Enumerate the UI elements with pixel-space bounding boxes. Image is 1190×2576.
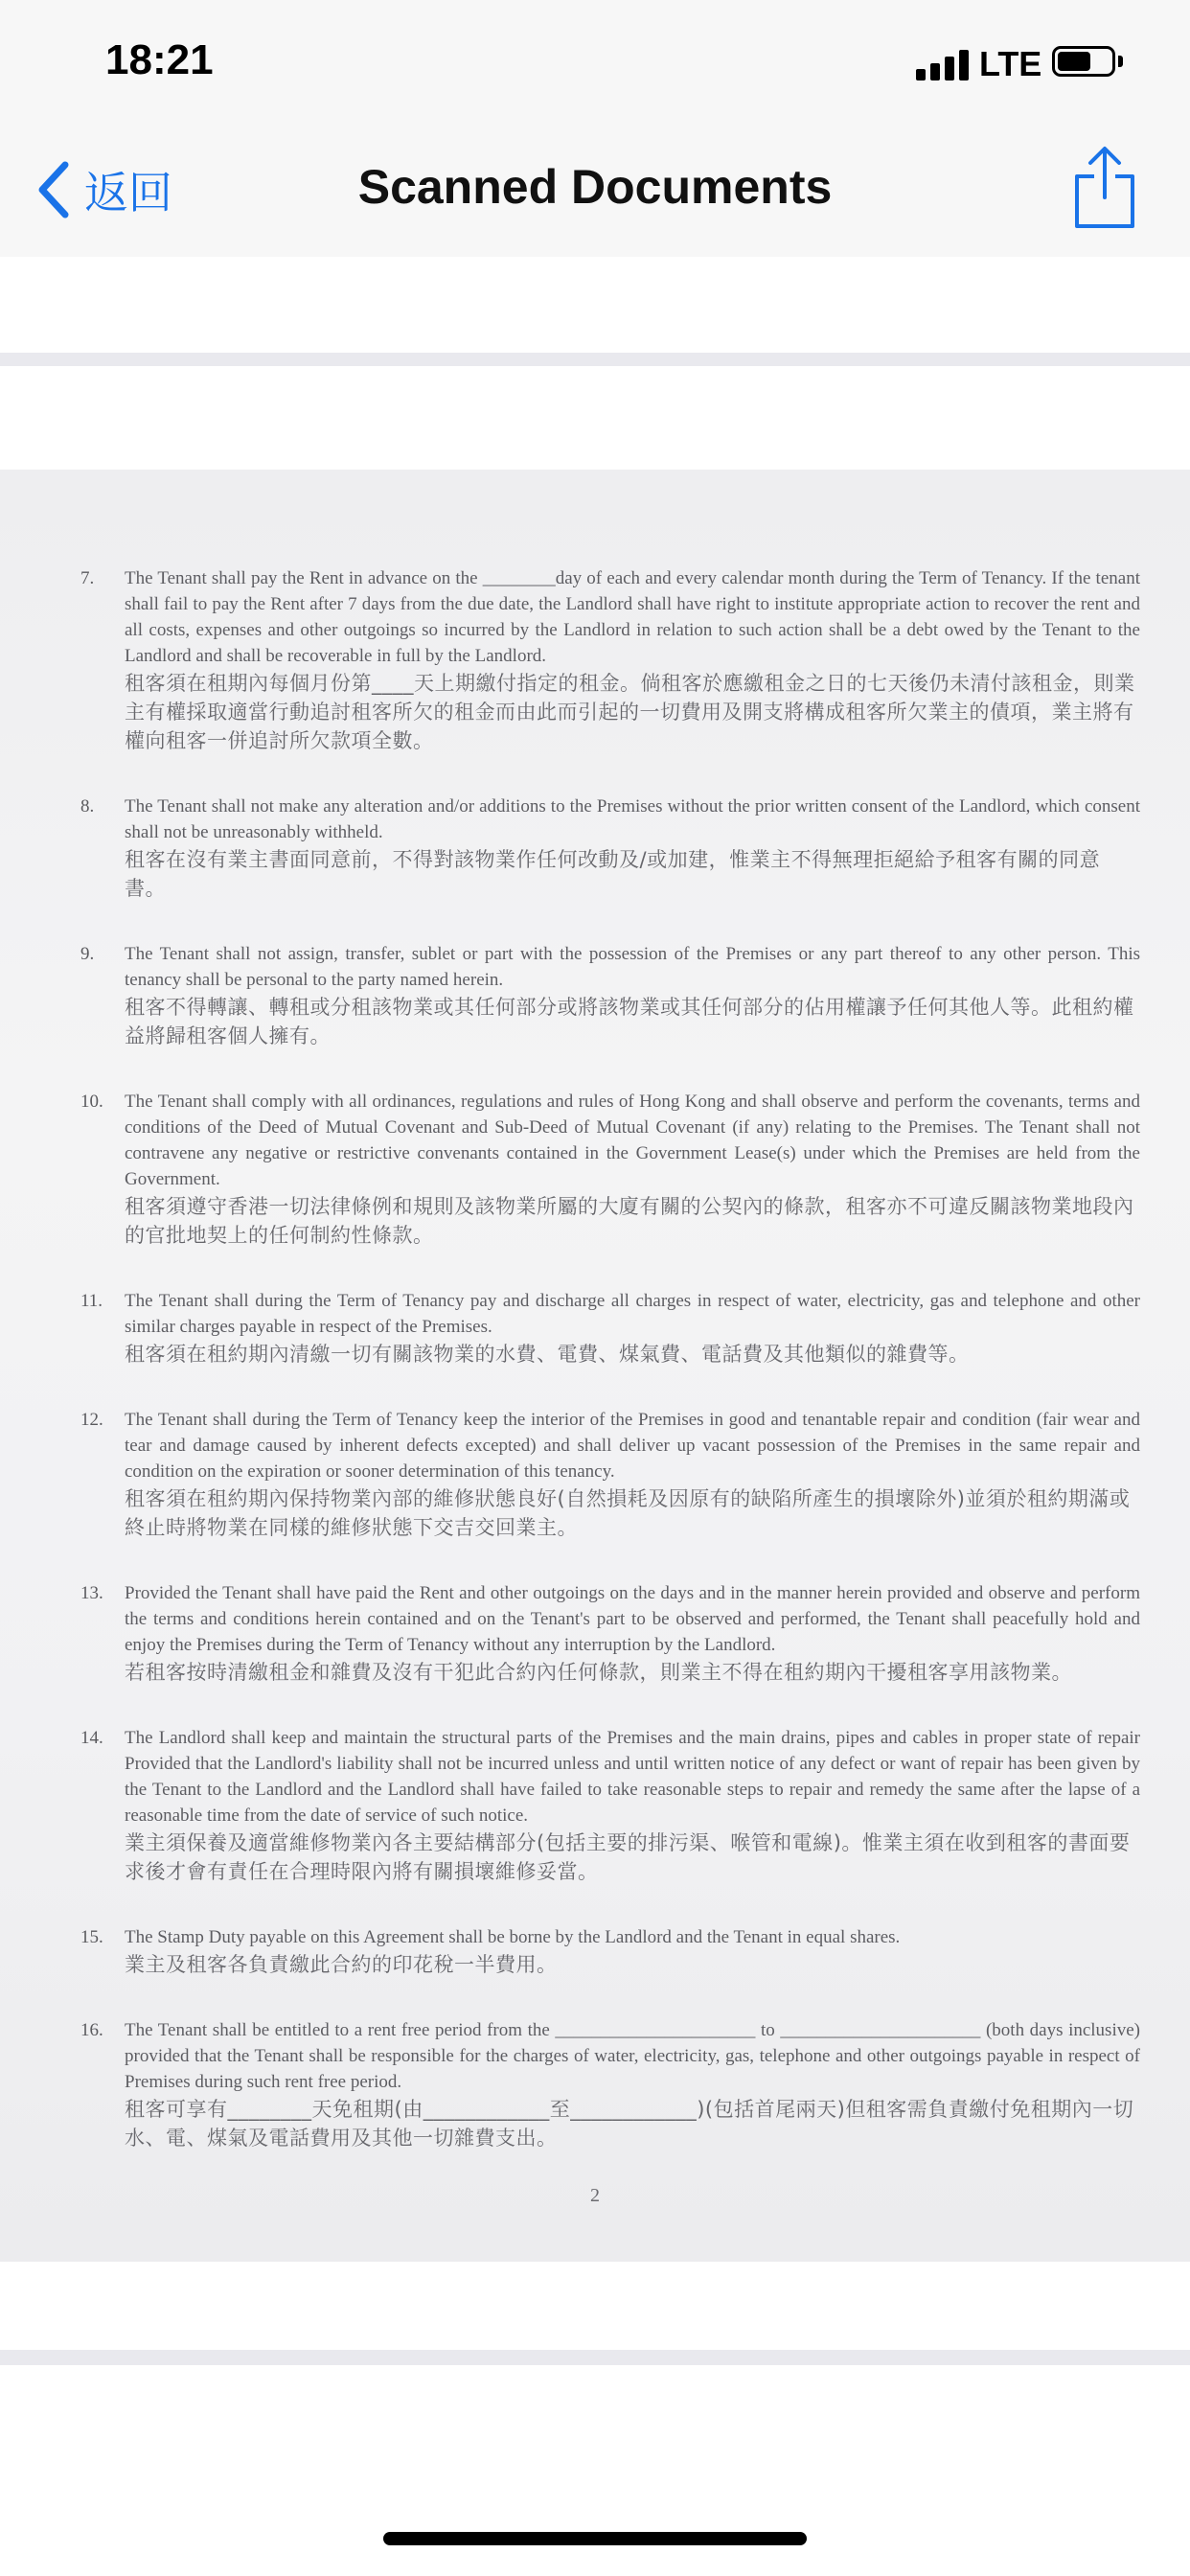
clause-english: The Tenant shall be entitled to a rent free period from the ______________________ to ______________________ (both days inclusive) provided that the Tenant shall be responsible for the charges of water, electricity, gas, telephone and other outgoings payable in respect of Premises during such rent free period. bbox=[125, 2020, 1140, 2092]
clause-english: The Tenant shall during the Term of Tenancy keep the interior of the Premises in good and tenantable repair and condition (fair wear and tear and damage caused by inherent defects excepted) and shall deliver up vacant possession of the Premises in the same repair and condition on the expiration or sooner determination of this tenancy. bbox=[125, 1410, 1140, 1482]
back-label: 返回 bbox=[84, 167, 172, 218]
clause bbox=[67, 794, 1140, 903]
clause-chinese: 租客在沒有業主書面同意前，不得對該物業作任何改動及/或加建，惟業主不得無理拒絕給予租客有關的同意書。 bbox=[125, 848, 1101, 900]
clause-english: The Tenant shall during the Term of Tenancy pay and discharge all charges in respect of water, electricity, gas and telephone and other similar charges payable in respect of the Premises. bbox=[125, 1291, 1140, 1337]
battery-cap bbox=[1118, 56, 1123, 67]
clause-chinese: 租客須在租約期內清繳一切有關該物業的水費、電費、煤氣費、電話費及其他類似的雜費等。 bbox=[125, 1343, 970, 1366]
clause-english: The Landlord shall keep and maintain the structural parts of the Premises and the main drains, pipes and cables in proper state of repair Provided that the Landlord's liability shall not be incurred unless and until written notice of any defect or want of repair has been given by the Tenant to the Landlord and the Landlord shall have failed to take reasonable steps to repair and remedy the same after the lapse of a reasonable time from the date of service of such notice. bbox=[125, 1728, 1140, 1826]
status-time: 18:21 bbox=[105, 36, 214, 83]
clause-chinese: 業主須保養及適當維修物業內各主要結構部分(包括主要的排污渠、喉管和電線)。惟業主須在收到租客的書面要求後才會有責任在合理時限內將有關損壞維修妥當。 bbox=[125, 1831, 1131, 1883]
clause-number: 7. bbox=[80, 568, 95, 588]
clause-number: 9. bbox=[80, 944, 95, 964]
clause-number: 11. bbox=[80, 1291, 103, 1311]
clause-chinese: 租客須在租期內每個月份第____天上期繳付指定的租金。倘租客於應繳租金之日的七天後仍未清付該租金，則業主有權採取適當行動追討租客所欠的租金而由此而引起的一切費用及開支將構成租客所欠業主的債項，業主將有權向租客一併追討所欠款項全數。 bbox=[125, 672, 1135, 752]
signal-icon bbox=[916, 48, 970, 80]
clause-english: The Tenant shall not make any alteration and/or additions to the Premises without the prior written consent of the Landlord, which consent shall not be unreasonably withheld. bbox=[125, 796, 1140, 842]
home-indicator[interactable] bbox=[383, 2532, 807, 2545]
clause-number: 8. bbox=[80, 796, 95, 816]
carrier-label: LTE bbox=[979, 44, 1042, 83]
clause-number: 16. bbox=[80, 2020, 103, 2040]
clause bbox=[67, 1580, 1140, 1687]
clause-number: 13. bbox=[80, 1583, 103, 1603]
clause-number: 10. bbox=[80, 1092, 103, 1112]
clause-chinese: 租客可享有________天免租期(由____________至____________)(包括首尾兩天)但租客需負責繳付免租期內一切水、電、煤氣及電話費用及其他一切雜費支出。 bbox=[125, 2098, 1134, 2150]
share-icon[interactable] bbox=[1071, 144, 1138, 230]
clause-english: The Tenant shall not assign, transfer, sublet or part with the possession of the Premises or any part thereof to any other person. This tenancy shall be personal to the party named herein. bbox=[125, 944, 1140, 990]
clause-english: The Tenant shall pay the Rent in advance on the ________day of each and every calendar month during the Term of Tenancy. If the tenant shall fail to pay the Rent after 7 days from the due date, the Landlord shall have right to institute appropriate action to recover the rent and all costs, expenses and other outgoings so incurred by the Landlord in relation to such action shall be a debt owed by the Tenant to the Landlord and shall be recoverable in full by the Landlord. bbox=[125, 568, 1140, 666]
clause-english: The Tenant shall comply with all ordinances, regulations and rules of Hong Kong and shall observe and perform the covenants, terms and conditions of the Deed of Mutual Covenant and Sub-Deed of Mutual Covenant (if any) relating to the Premises. The Tenant shall not contravene any negative or restrictive convenants contained in the Government Lease(s) under which the Premises are held from the Government. bbox=[125, 1092, 1140, 1189]
clause-chinese: 若租客按時清繳租金和雜費及沒有干犯此合約內任何條款，則業主不得在租約期內干擾租客享用該物業。 bbox=[125, 1661, 1072, 1684]
clause-number: 15. bbox=[80, 1927, 103, 1947]
clause bbox=[67, 1924, 1140, 1979]
page-title: Scanned Documents bbox=[357, 160, 833, 214]
clause bbox=[67, 1089, 1140, 1250]
clause-number: 14. bbox=[80, 1728, 103, 1748]
clause bbox=[67, 1288, 1140, 1368]
battery-icon bbox=[1052, 46, 1115, 77]
clause-chinese: 業主及租客各負責繳此合約的印花稅一半費用。 bbox=[125, 1953, 558, 1976]
clause-chinese: 租客須在租約期內保持物業內部的維修狀態良好(自然損耗及因原有的缺陷所產生的損壞除外)並須於租約期滿或終止時將物業在同樣的維修狀態下交吉交回業主。 bbox=[125, 1487, 1131, 1539]
clause bbox=[67, 2017, 1140, 2152]
clause bbox=[67, 941, 1140, 1050]
clause-chinese: 租客不得轉讓、轉租或分租該物業或其任何部分或將該物業或其任何部分的佔用權讓予任何其他人等。此租約權益將歸租客個人擁有。 bbox=[125, 996, 1134, 1047]
page-number: 2 bbox=[590, 2185, 600, 2206]
clause-number: 12. bbox=[80, 1410, 103, 1430]
previous-page bbox=[0, 257, 1190, 366]
clause bbox=[67, 1407, 1140, 1542]
contract-clauses bbox=[67, 565, 1140, 2191]
clause bbox=[67, 1725, 1140, 1886]
clause bbox=[67, 565, 1140, 755]
clause-english: The Stamp Duty payable on this Agreement shall be borne by the Landlord and the Tenant in equal shares. bbox=[125, 1927, 901, 1947]
clause-english: Provided the Tenant shall have paid the Rent and other outgoings on the days and in the manner herein provided and observe and perform the terms and conditions herein contained and on the Tenant's part to be observed and performed, the Tenant shall peacefully hold and enjoy the Premises during the Term of Tenancy without any interruption by the Landlord. bbox=[125, 1583, 1140, 1655]
clause-chinese: 租客須遵守香港一切法律條例和規則及該物業所屬的大廈有關的公契內的條款，租客亦不可違反關該物業地段內的官批地契上的任何制約性條款。 bbox=[125, 1195, 1134, 1247]
navigation-chrome bbox=[0, 0, 1190, 259]
